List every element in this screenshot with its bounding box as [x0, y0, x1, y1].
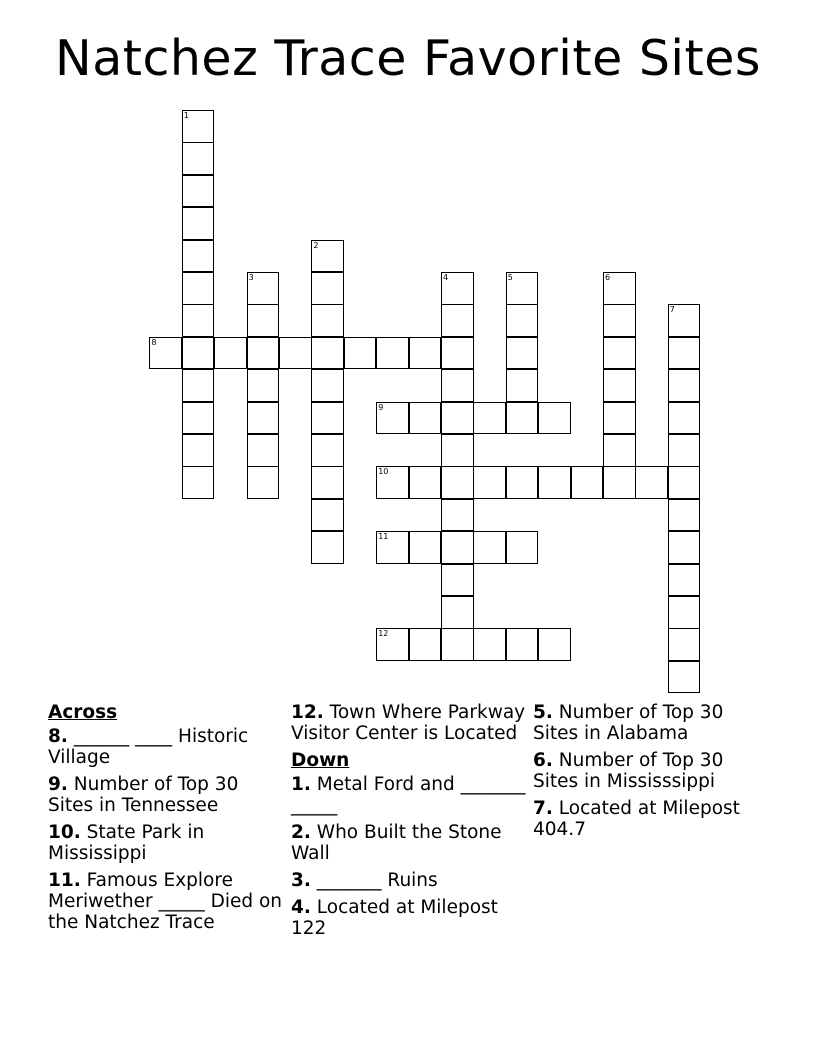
clue-number: 5	[507, 273, 513, 282]
down-header: Down	[291, 750, 350, 771]
clue-text: Who Built the Stone Wall	[291, 822, 502, 864]
grid-cell[interactable]	[668, 531, 701, 564]
grid-cell[interactable]	[311, 499, 344, 532]
grid-cell[interactable]	[311, 240, 344, 273]
clue-item	[533, 750, 763, 792]
grid-cell[interactable]	[441, 564, 474, 597]
clue-item	[48, 870, 283, 933]
grid-cell[interactable]	[506, 369, 539, 402]
grid-cell[interactable]	[409, 628, 442, 661]
clue-num: 7.	[533, 798, 553, 819]
grid-cell[interactable]	[247, 304, 280, 337]
grid-cell[interactable]	[506, 531, 539, 564]
grid-cell[interactable]	[473, 531, 506, 564]
grid-cell[interactable]	[603, 337, 636, 370]
grid-cell[interactable]	[182, 272, 215, 305]
grid-cell[interactable]	[376, 402, 409, 435]
page-title: Natchez Trace Favorite Sites	[55, 30, 761, 87]
grid-cell[interactable]	[441, 402, 474, 435]
grid-cell[interactable]	[668, 337, 701, 370]
clue-num: 5.	[533, 702, 553, 723]
grid-cell[interactable]	[376, 628, 409, 661]
grid-cell[interactable]	[473, 466, 506, 499]
grid-cell[interactable]	[506, 337, 539, 370]
clues-column-1	[48, 702, 283, 939]
grid-cell[interactable]	[247, 369, 280, 402]
grid-cell[interactable]	[441, 369, 474, 402]
grid-cell[interactable]	[668, 304, 701, 337]
grid-cell[interactable]	[311, 337, 344, 370]
clue-item	[48, 726, 283, 768]
clue-num: 10.	[48, 822, 81, 843]
clue-text: Famous Explore Meriwether _____ Died on the Natchez Trace	[48, 870, 283, 933]
grid-cell[interactable]	[668, 596, 701, 629]
grid-cell[interactable]	[441, 531, 474, 564]
grid-cell[interactable]	[506, 628, 539, 661]
grid-cell[interactable]	[409, 402, 442, 435]
grid-cell[interactable]	[441, 466, 474, 499]
clue-text: Town Where Parkway Visitor Center is Located	[291, 702, 526, 744]
clue-item	[291, 774, 526, 816]
grid-cell[interactable]	[182, 240, 215, 273]
grid-cell[interactable]	[668, 369, 701, 402]
grid-cell[interactable]	[668, 499, 701, 532]
grid-cell[interactable]	[603, 272, 636, 305]
clue-text: Number of Top 30 Sites in Alabama	[533, 702, 724, 744]
grid-cell[interactable]	[311, 369, 344, 402]
clue-num: 9.	[48, 774, 68, 795]
clue-text: Metal Ford and _______ _____	[291, 774, 526, 816]
clue-item	[291, 897, 526, 939]
grid-cell[interactable]	[441, 628, 474, 661]
grid-cell[interactable]	[376, 337, 409, 370]
grid-cell[interactable]	[182, 369, 215, 402]
clue-text: Located at Milepost 122	[291, 897, 498, 939]
grid-cell[interactable]	[506, 466, 539, 499]
grid-cell[interactable]	[668, 466, 701, 499]
clue-number: 6	[605, 273, 611, 282]
grid-cell[interactable]	[538, 402, 571, 435]
grid-cell[interactable]	[668, 564, 701, 597]
grid-cell[interactable]	[668, 661, 701, 694]
grid-cell[interactable]	[247, 402, 280, 435]
grid-cell[interactable]	[441, 337, 474, 370]
across-header: Across	[48, 702, 118, 723]
grid-cell[interactable]	[182, 175, 215, 208]
clue-num: 2.	[291, 822, 311, 843]
grid-cell[interactable]	[603, 369, 636, 402]
clue-item	[48, 822, 283, 864]
clue-number: 12	[378, 629, 389, 639]
grid-cell[interactable]	[182, 402, 215, 435]
grid-cell[interactable]	[441, 434, 474, 467]
grid-cell[interactable]	[538, 628, 571, 661]
clue-item	[291, 822, 526, 864]
clue-number: 7	[669, 305, 675, 315]
clue-num: 6.	[533, 750, 553, 771]
clue-text: Located at Milepost 404.7	[533, 798, 740, 840]
clue-number: 8	[151, 337, 157, 347]
grid-cell[interactable]	[376, 531, 409, 564]
grid-cell[interactable]	[603, 304, 636, 337]
grid-cell[interactable]	[409, 466, 442, 499]
grid-cell[interactable]	[247, 337, 280, 370]
grid-cell[interactable]	[247, 272, 280, 305]
grid-cell[interactable]	[247, 434, 280, 467]
clue-number: 11	[378, 532, 389, 542]
grid-cell[interactable]	[311, 531, 344, 564]
grid-cell[interactable]	[279, 337, 312, 370]
clue-number: 3	[248, 273, 254, 282]
clues-column-3	[533, 702, 763, 846]
grid-cell[interactable]	[344, 337, 377, 370]
grid-cell[interactable]	[182, 337, 215, 370]
clue-item	[533, 798, 763, 840]
grid-cell[interactable]	[311, 272, 344, 305]
clue-number: 1	[183, 111, 189, 120]
grid-cell[interactable]	[247, 466, 280, 499]
clue-num: 12.	[291, 702, 324, 723]
clue-text: Number of Top 30 Sites in Mississsippi	[533, 750, 724, 792]
grid-cell[interactable]	[506, 402, 539, 435]
grid-cell[interactable]	[668, 434, 701, 467]
grid-cell[interactable]	[668, 628, 701, 661]
grid-cell[interactable]	[409, 531, 442, 564]
grid-cell[interactable]	[506, 304, 539, 337]
grid-cell[interactable]	[441, 596, 474, 629]
grid-cell[interactable]	[182, 207, 215, 240]
grid-cell[interactable]	[635, 466, 668, 499]
grid-cell[interactable]	[182, 434, 215, 467]
grid-cell[interactable]	[311, 434, 344, 467]
grid-cell[interactable]	[409, 337, 442, 370]
grid-cell[interactable]	[603, 434, 636, 467]
grid-cell[interactable]	[603, 402, 636, 435]
clue-num: 8.	[48, 726, 68, 747]
grid-cell[interactable]	[571, 466, 604, 499]
clue-text: State Park in Mississippi	[48, 822, 205, 864]
clue-num: 11.	[48, 870, 81, 891]
clues-column-2	[291, 702, 526, 945]
clue-num: 4.	[291, 897, 311, 918]
clue-number: 9	[378, 402, 384, 412]
grid-cell[interactable]	[668, 402, 701, 435]
clue-item	[533, 702, 763, 744]
clue-number: 4	[443, 273, 449, 282]
clue-text: ______ ____ Historic Village	[48, 726, 249, 768]
grid-cell[interactable]	[311, 466, 344, 499]
clue-num: 3.	[291, 870, 311, 891]
grid-cell[interactable]	[182, 304, 215, 337]
clue-text: _______ Ruins	[310, 870, 438, 891]
grid-cell[interactable]	[182, 110, 215, 143]
clue-item	[48, 774, 283, 816]
clue-item	[291, 702, 526, 744]
grid-cell[interactable]	[473, 628, 506, 661]
grid-cell[interactable]	[538, 466, 571, 499]
clue-number: 10	[378, 467, 389, 477]
grid-cell[interactable]	[376, 466, 409, 499]
clue-item	[291, 870, 526, 891]
grid-cell[interactable]	[182, 142, 215, 175]
grid-cell[interactable]	[149, 337, 182, 370]
grid-cell[interactable]	[441, 304, 474, 337]
clue-number: 2	[313, 240, 319, 250]
grid-cell[interactable]	[506, 272, 539, 305]
grid-cell[interactable]	[214, 337, 247, 370]
clue-num: 1.	[291, 774, 311, 795]
grid-cell[interactable]	[311, 402, 344, 435]
grid-cell[interactable]	[182, 466, 215, 499]
grid-cell[interactable]	[311, 304, 344, 337]
grid-cell[interactable]	[473, 402, 506, 435]
clue-text: Number of Top 30 Sites in Tennessee	[48, 774, 239, 816]
grid-cell[interactable]	[441, 272, 474, 305]
grid-cell[interactable]	[603, 466, 636, 499]
grid-cell[interactable]	[441, 499, 474, 532]
